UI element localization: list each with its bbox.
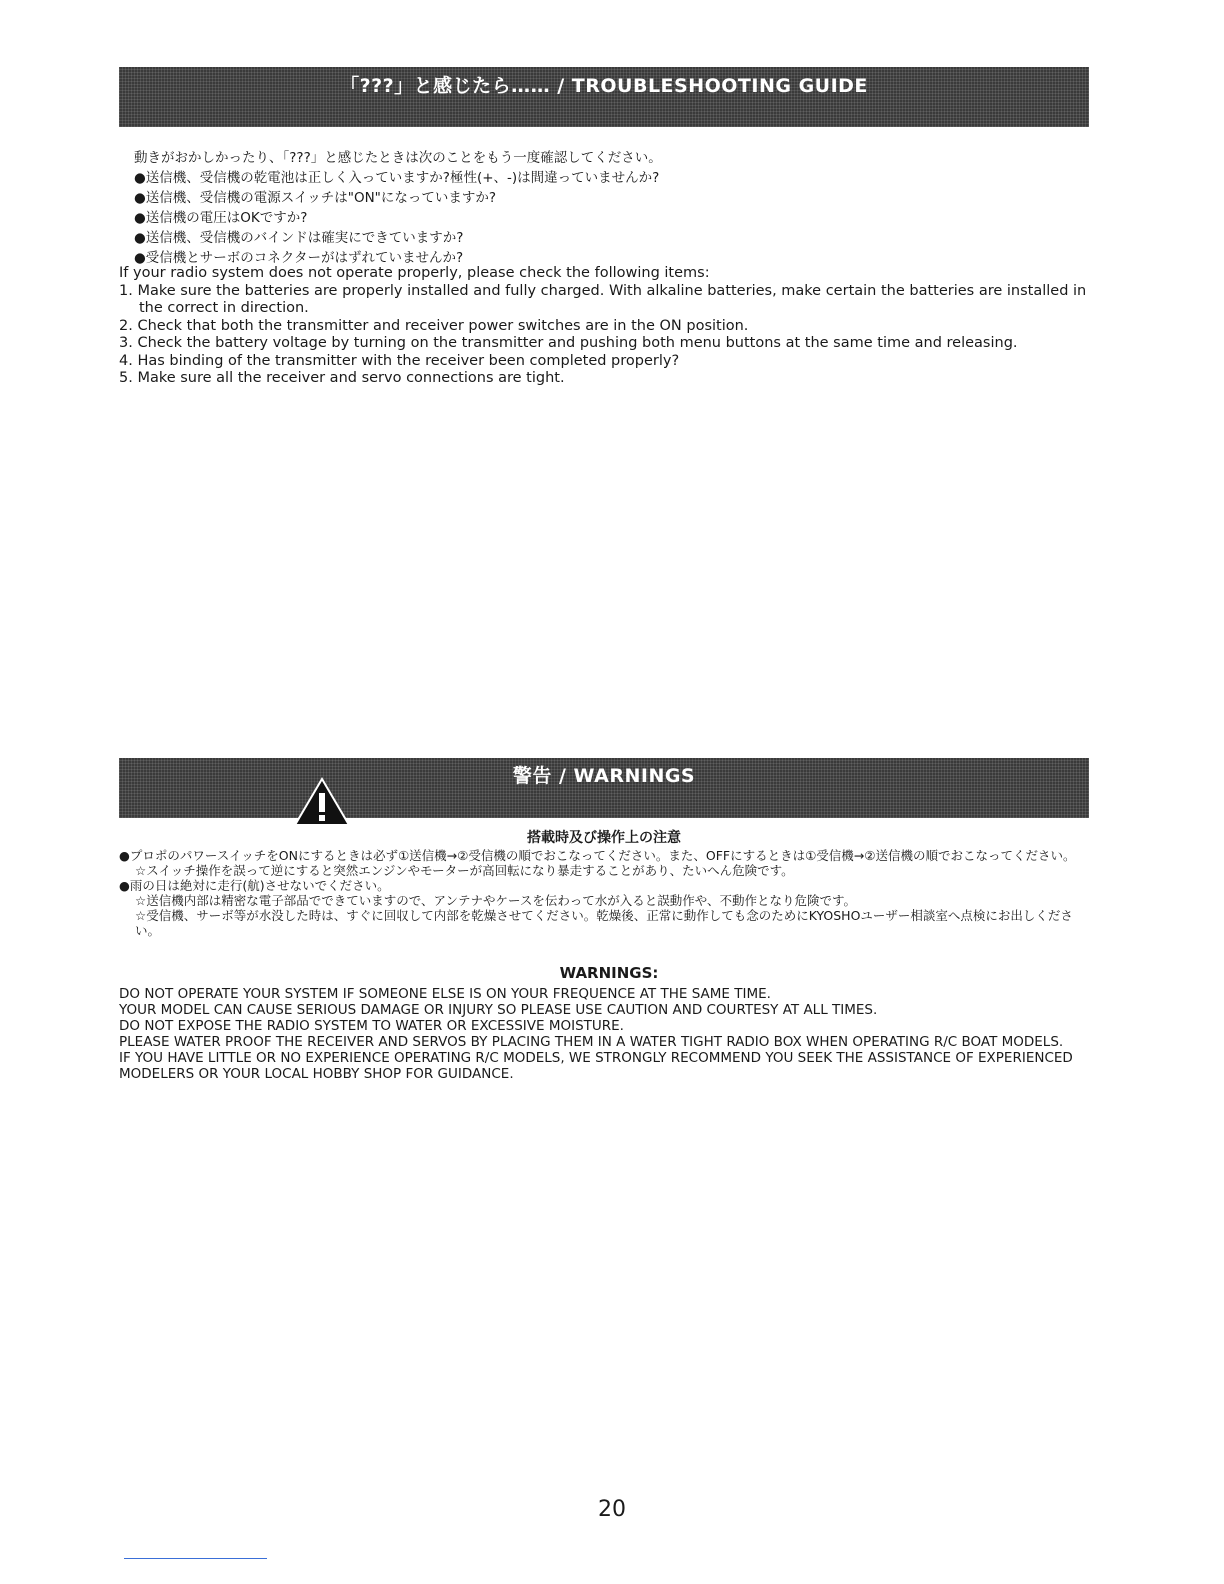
jp-warning-line: ☆スイッチ操作を誤って逆にすると突然エンジンやモーターが高回転になり暴走することがあり、たいへん危険です。 [135, 863, 794, 878]
troubleshooting-en-text [119, 265, 1094, 388]
en-item: 1. Make sure the batteries are properly installed and fully charged. With alkaline batteries, make certain the batteries are installed in the correct in direction. [119, 282, 1087, 316]
jp-warning-line: ●雨の日は絶対に走行(航)させないでください。 [119, 878, 390, 893]
en-warning-line: DO NOT EXPOSE THE RADIO SYSTEM TO WATER OR EXCESSIVE MOISTURE. [119, 1018, 624, 1034]
warnings-banner: 警告 / WARNINGS [119, 758, 1089, 818]
troubleshooting-banner: 「???」と感じたら…… / TROUBLESHOOTING GUIDE [119, 67, 1089, 127]
jp-warning-line: ☆受信機、サーボ等が水没した時は、すぐに回収して内部を乾燥させてください。乾燥後、正常に動作しても念のためにKYOSHOユーザー相談室へ点検にお出しください。 [135, 908, 1073, 938]
jp-line: 動きがおかしかったり、「???」と感じたときは次のことをもう一度確認してください。 [134, 150, 662, 166]
jp-line: ●送信機、受信機のバインドは確実にできていますか? [134, 230, 464, 246]
en-item: 4. Has binding of the transmitter with the receiver been completed properly? [119, 352, 680, 369]
en-warning-line: YOUR MODEL CAN CAUSE SERIOUS DAMAGE OR INJURY SO PLEASE USE CAUTION AND COURTESY AT ALL TIMES. [119, 1002, 878, 1018]
warnings-jp-title: 搭載時及び操作上の注意 [527, 830, 681, 846]
en-item: 2. Check that both the transmitter and receiver power switches are in the ON position. [119, 317, 749, 334]
jp-line: ●送信機、受信機の乾電池は正しく入っていますか?極性(+、-)は間違っていませんか? [134, 170, 660, 186]
jp-warning-line: ●プロポのパワースイッチをONにするときは必ず①送信機→②受信機の順でおこなってください。また、OFFにするときは①受信機→②送信機の順でおこなってください。 [119, 848, 1076, 863]
jp-line: ●受信機とサーボのコネクターがはずれていませんか? [134, 250, 464, 266]
warnings-en-text [119, 986, 1094, 1082]
page-number: 20 [598, 1497, 626, 1522]
en-item: 5. Make sure all the receiver and servo connections are tight. [119, 370, 565, 386]
footer-rule [124, 1558, 267, 1559]
troubleshooting-jp-text [134, 148, 1094, 268]
jp-warning-line: ☆送信機内部は精密な電子部品でできていますので、アンテナやケースを伝わって水が入ると誤動作や、不動作となり危険です。 [135, 893, 856, 908]
en-warning-line: IF YOU HAVE LITTLE OR NO EXPERIENCE OPERATING R/C MODELS, WE STRONGLY RECOMMEND YOU SEEK THE ASSISTANCE OF EXPERIENCED MODELERS OR YOUR LOCAL HOBBY SHOP FOR GUIDANCE. [119, 1050, 1073, 1082]
jp-line: ●送信機、受信機の電源スイッチは"ON"になっていますか? [134, 190, 497, 206]
warning-triangle-icon [293, 777, 351, 827]
en-warning-line: DO NOT OPERATE YOUR SYSTEM IF SOMEONE ELSE IS ON YOUR FREQUENCE AT THE SAME TIME. [119, 986, 771, 1002]
en-warning-line: PLEASE WATER PROOF THE RECEIVER AND SERVOS BY PLACING THEM IN A WATER TIGHT RADIO BOX WHEN OPERATING R/C BOAT MODELS. [119, 1034, 1064, 1050]
warnings-jp-text [119, 848, 1094, 938]
jp-line: ●送信機の電圧はOKですか? [134, 210, 308, 226]
warnings-en-heading: WARNINGS: [559, 964, 659, 982]
en-intro: If your radio system does not operate properly, please check the following items: [119, 265, 710, 281]
en-item: 3. Check the battery voltage by turning on the transmitter and pushing both menu buttons at the same time and releasing. [119, 335, 1018, 351]
